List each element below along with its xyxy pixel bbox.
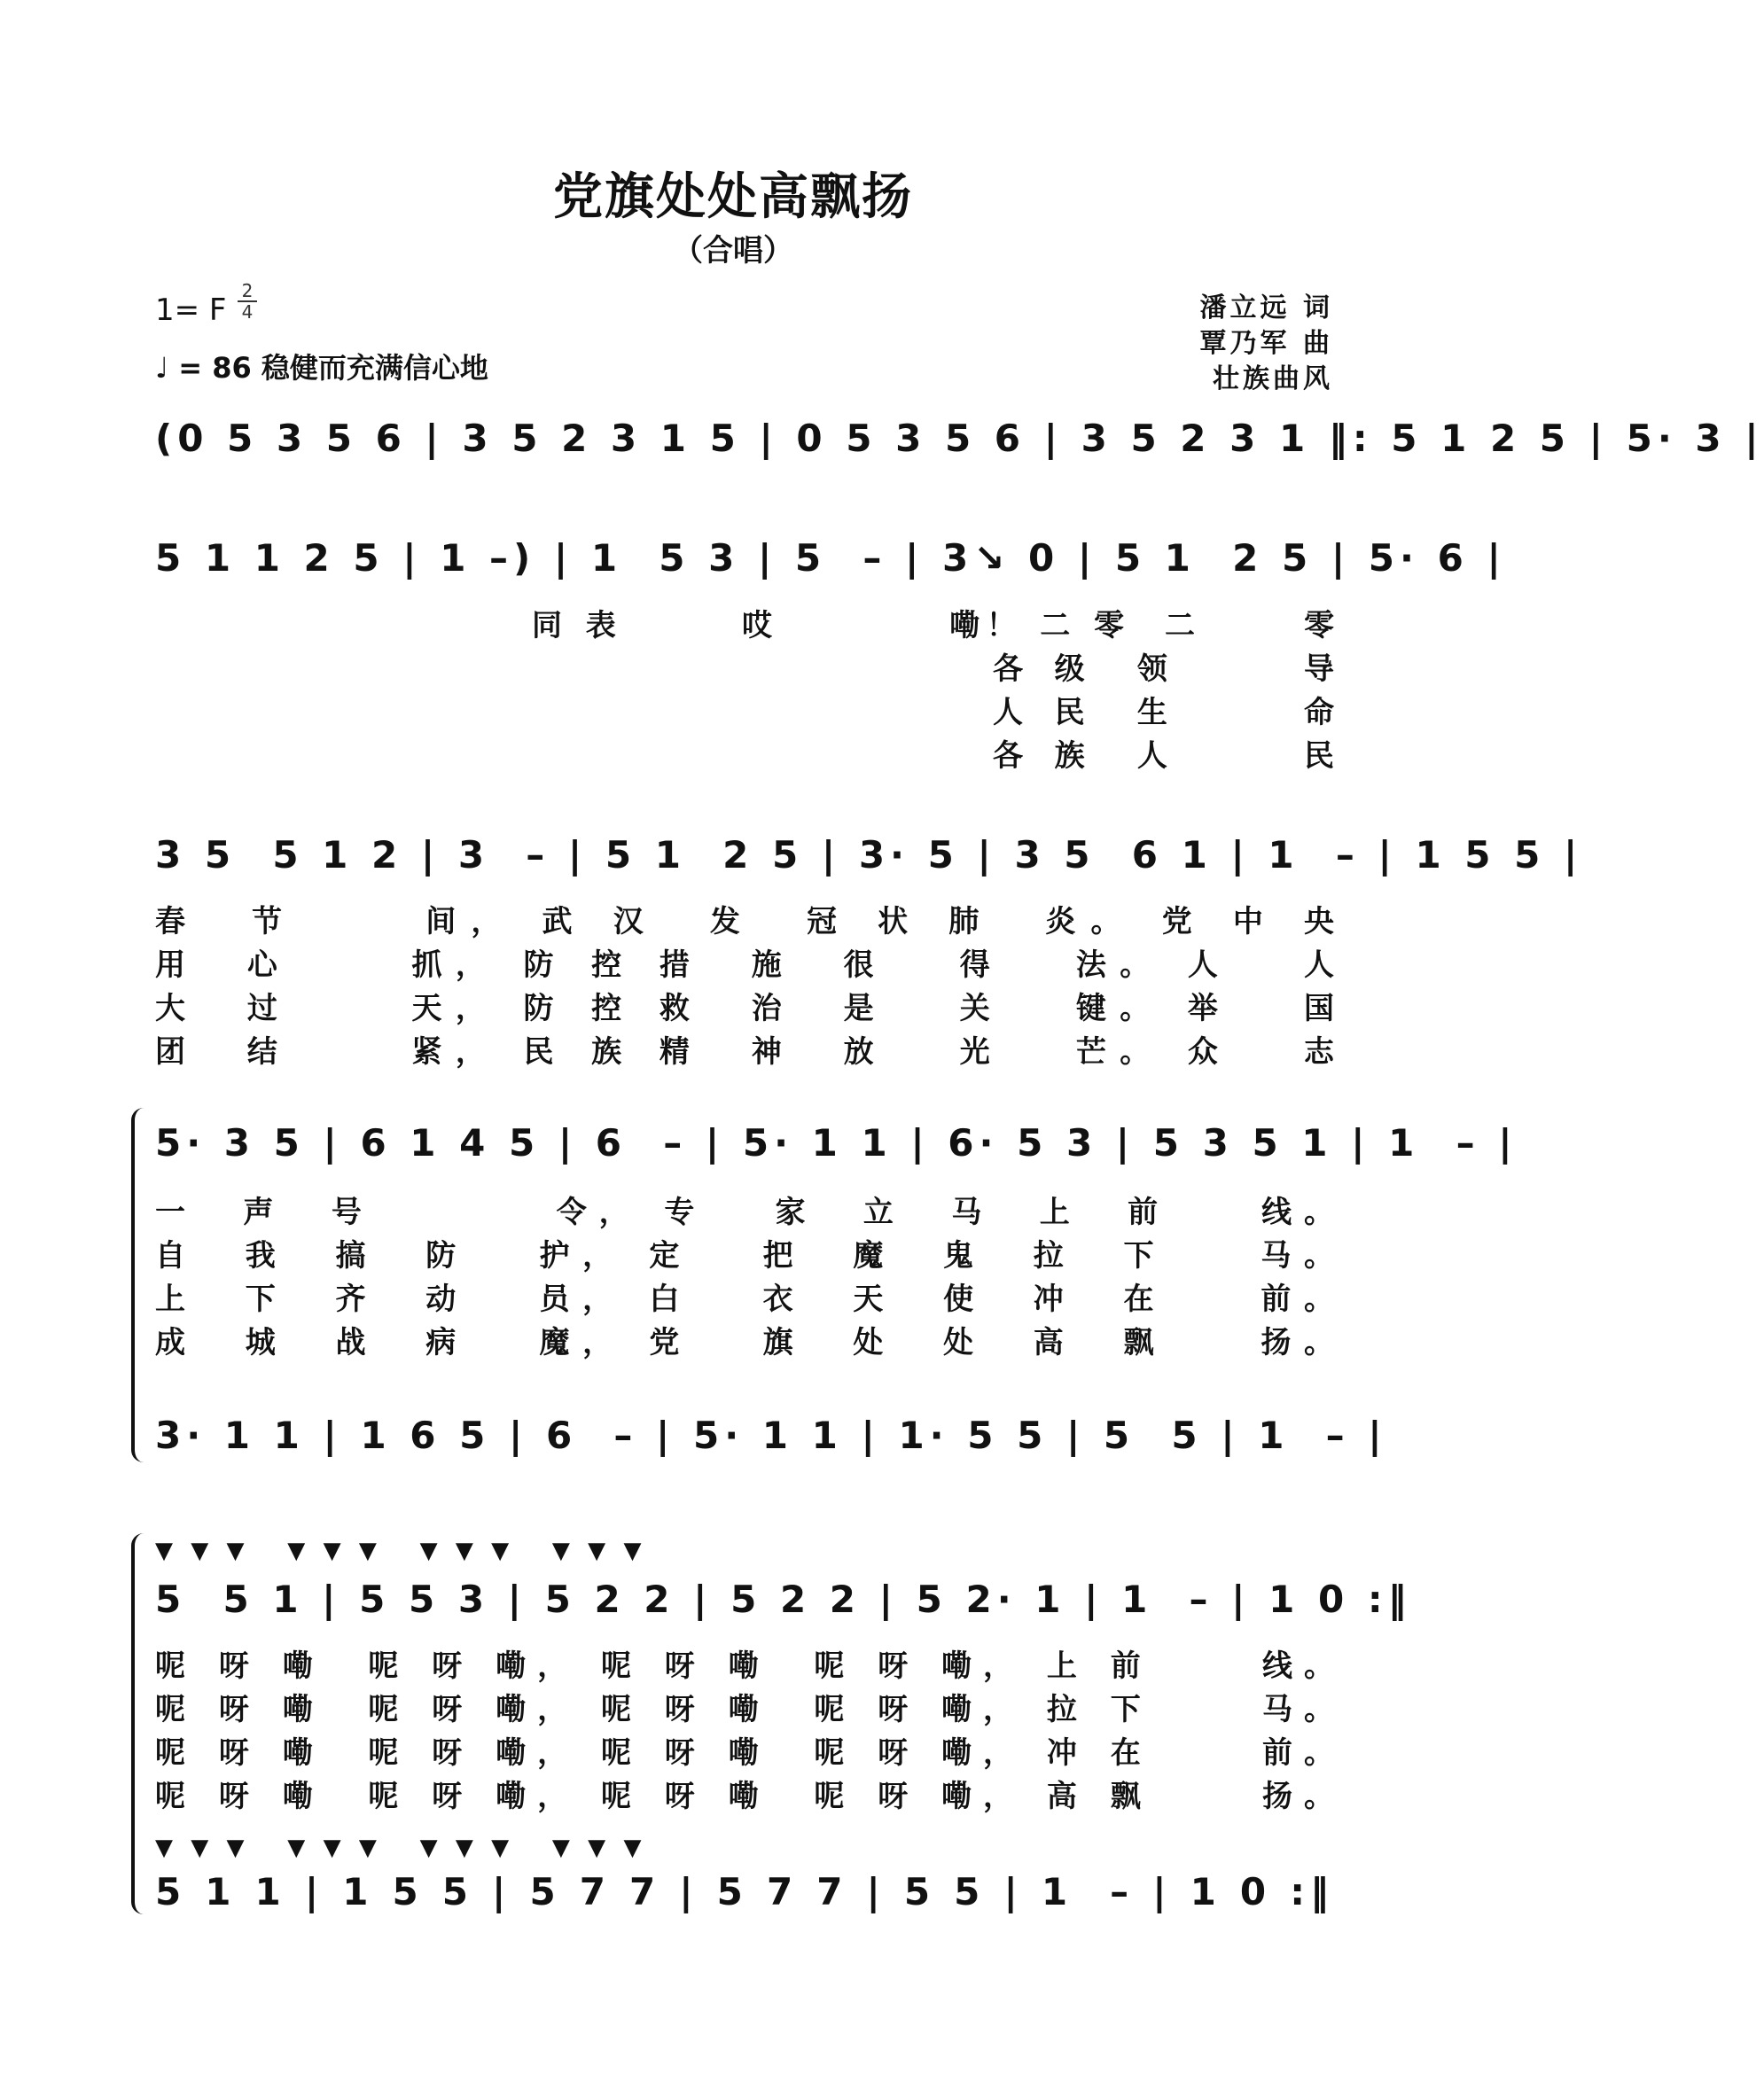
credit-style: 壮族曲风 xyxy=(1213,363,1333,394)
tempo-marking: ♩ = 86 稳健而充满信心地 xyxy=(155,351,488,385)
system-2-lyric-2: 各 级 领 导 xyxy=(993,651,1334,687)
system-4-lyric-3: 上 下 齐 动 员， 白 衣 天 使 冲 在 前。 xyxy=(155,1282,1334,1317)
system-2-lyric-3: 人 民 生 命 xyxy=(993,695,1334,730)
system-4-lyric-4: 成 城 战 病 魔， 党 旗 处 处 高 飘 扬。 xyxy=(155,1325,1334,1360)
system-3-lyric-2: 用 心 抓， 防 控 措 施 很 得 法。 人 人 xyxy=(155,947,1334,983)
system-3-lyric-1: 春 节 间， 武 汉 发 冠 状 肺 炎。 党 中 央 xyxy=(155,904,1334,939)
system-1-notes: (0 5 3 5 6 | 3 5 2 3 1 5 | 0 5 3 5 6 | 3 5 2 3 1 ‖: 5 1 2 5 | 5· 3 | xyxy=(155,417,1764,460)
time-signature xyxy=(238,282,257,321)
time-signature-bottom: 4 xyxy=(241,301,254,323)
system-6-lyric-4: 呢 呀 嘞 呢 呀 嘞， 呢 呀 嘞 呢 呀 嘞， 高 飘 扬。 xyxy=(155,1779,1334,1814)
system-2-lyric-4: 各 族 人 民 xyxy=(993,738,1334,774)
system-6-lyric-1: 呢 呀 嘞 呢 呀 嘞， 呢 呀 嘞 呢 呀 嘞， 上 前 线。 xyxy=(155,1648,1334,1684)
system-7-accents: ▼ ▼ ▼ ▼ ▼ ▼ ▼ ▼ ▼ ▼ ▼ ▼ xyxy=(155,1835,647,1861)
system-3-lyric-4: 团 结 紧， 民 族 精 神 放 光 芒。 众 志 xyxy=(155,1034,1334,1070)
system-5-notes: 3· 1 1 | 1 6 5 | 6 – | 5· 1 1 | 1· 5 5 | 5 5 | 1 – | xyxy=(155,1414,1387,1457)
credit-lyricist: 潘立远 词 xyxy=(1199,292,1333,323)
system-6-accents: ▼ ▼ ▼ ▼ ▼ ▼ ▼ ▼ ▼ ▼ ▼ ▼ xyxy=(155,1538,647,1564)
page-title: 党旗处处高飘扬 xyxy=(553,168,913,226)
system-brace xyxy=(131,1533,151,1914)
system-brace xyxy=(131,1108,151,1462)
system-3-lyric-3: 大 过 天， 防 控 救 治 是 关 键。 举 国 xyxy=(155,991,1334,1026)
system-2-notes: 5 1 1 2 5 | 1 –) | 1 5 3 | 5 – | 3↘ 0 | 5 1 2 5 | 5· 6 | xyxy=(155,536,1506,580)
credit-composer: 覃乃军 曲 xyxy=(1199,328,1333,359)
system-4-lyric-1: 一 声 号 令， 专 家 立 马 上 前 线。 xyxy=(155,1195,1334,1230)
key-signature: 1= F xyxy=(155,292,227,328)
system-2-lyric-1: 同 表 哎 嘞！ 二 零 二 零 xyxy=(532,608,1334,643)
system-6-lyric-3: 呢 呀 嘞 呢 呀 嘞， 呢 呀 嘞 呢 呀 嘞， 冲 在 前。 xyxy=(155,1735,1334,1771)
system-3-notes: 3 5 5 1 2 | 3 – | 5 1 2 5 | 3· 5 | 3 5 6 1 | 1 – | 1 5 5 | xyxy=(155,833,1583,877)
system-6-notes: 5 5 1 | 5 5 3 | 5 2 2 | 5 2 2 | 5 2· 1 | 1 – | 1 0 :‖ xyxy=(155,1578,1412,1621)
system-4-lyric-2: 自 我 搞 防 护， 定 把 魔 鬼 拉 下 马。 xyxy=(155,1238,1334,1274)
time-signature-top: 2 xyxy=(241,280,254,301)
system-4-notes: 5· 3 5 | 6 1 4 5 | 6 – | 5· 1 1 | 6· 5 3 | 5 3 5 1 | 1 – | xyxy=(155,1121,1518,1165)
system-6-lyric-2: 呢 呀 嘞 呢 呀 嘞， 呢 呀 嘞 呢 呀 嘞， 拉 下 马。 xyxy=(155,1692,1334,1727)
page-subtitle: （合唱） xyxy=(673,233,793,269)
system-7-notes: 5 1 1 | 1 5 5 | 5 7 7 | 5 7 7 | 5 5 | 1 – | 1 0 :‖ xyxy=(155,1870,1334,1913)
